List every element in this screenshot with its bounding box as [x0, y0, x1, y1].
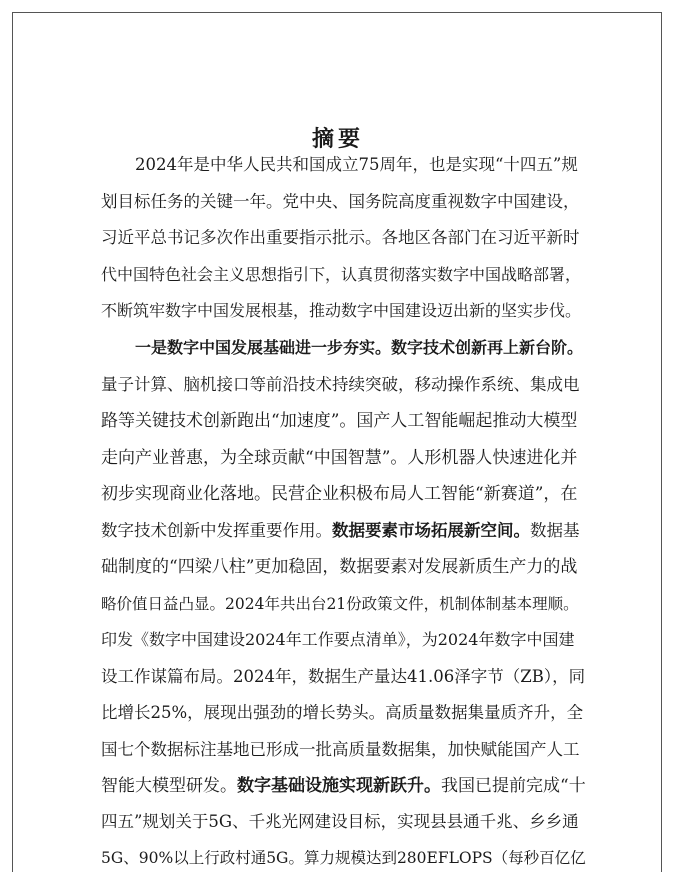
text-line: 设工作谋篇布局。2024年，数据生产量达41.06泽字节（ZB），同 — [101, 667, 586, 686]
text-line: 础制度的“四梁八柱”更加稳固，数据要素对发展新质生产力的战 — [101, 557, 578, 577]
text-line: 智能大模型研发。数字基础设施实现新跃升。我国已提前完成“十 — [101, 776, 586, 796]
text-line: 略价值日益凸显。2024年共出台21份政策文件，机制体制基本理顺。 — [101, 595, 579, 613]
text-line: 数字技术创新中发挥重要作用。数据要素市场拓展新空间。数据基 — [101, 521, 580, 540]
text-line: 走向产业普惠，为全球贡献“中国智慧”。人形机器人快速进化并 — [101, 448, 578, 468]
text-line: 国七个数据标注基地已形成一批高质量数据集，加快赋能国产人工 — [101, 740, 580, 759]
text-line: 习近平总书记多次作出重要指示批示。各地区各部门在习近平新时 — [101, 228, 580, 247]
text-line: 量子计算、脑机接口等前沿技术持续突破，移动操作系统、集成电 — [101, 375, 580, 394]
text-line: 5G、90%以上行政村通5G。算力规模达到280EFLOPS（每秒百亿亿 — [101, 849, 586, 867]
text-line: 初步实现商业化落地。民营企业积极布局人工智能“新赛道”，在 — [101, 484, 578, 504]
text-line: 路等关键技术创新跑出“加速度”。国产人工智能崛起推动大模型 — [101, 411, 578, 431]
text-line: 划目标任务的关键一年。党中央、国务院高度重视数字中国建设， — [101, 192, 580, 211]
text-line: 不断筑牢数字中国发展根基，推动数字中国建设迈出新的坚实步伐。 — [101, 301, 582, 320]
text-line: 2024年是中华人民共和国成立75周年，也是实现“十四五”规 — [135, 155, 578, 174]
text-line: 四五”规划关于5G、千兆光网建设目标，实现县县通千兆、乡乡通 — [101, 812, 579, 831]
page-title: 摘要 — [311, 127, 364, 152]
text-line: 一是数字中国发展基础进一步夯实。数字技术创新再上新台阶。 — [135, 338, 584, 357]
text-line: 印发《数字中国建设2024年工作要点清单》，为2024年数字中国建 — [101, 630, 575, 649]
text-line: 比增长25%，展现出强劲的增长势头。高质量数据集量质齐升，全 — [101, 703, 584, 722]
text-line: 代中国特色社会主义思想指引下，认真贯彻落实数字中国战略部署， — [101, 265, 582, 284]
